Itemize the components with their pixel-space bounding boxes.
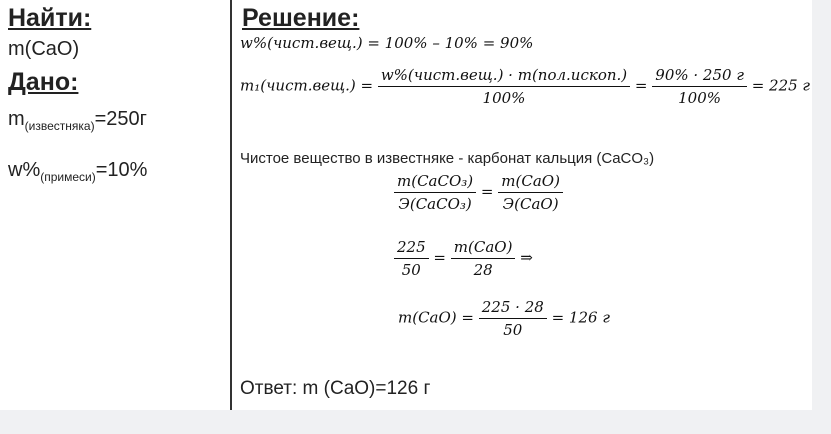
eq3-lhs: m(CaO) = xyxy=(398,308,474,327)
eq1-equals: = xyxy=(480,182,494,201)
given-mass xyxy=(8,106,228,139)
eq2-a-numerator: 225 xyxy=(394,238,429,259)
equation-3 xyxy=(398,298,610,339)
equation-1 xyxy=(394,172,563,213)
eq3-numerator: 225 · 28 xyxy=(479,298,547,319)
solution-statement: Чистое вещество в известняке - карбонат кальция (CaCO₃) xyxy=(240,150,655,167)
eq3-fraction xyxy=(479,298,547,339)
given-impurity xyxy=(8,157,228,190)
eq3-denominator: 50 xyxy=(503,321,523,339)
line2-fraction-1 xyxy=(378,66,630,107)
line2-fraction-2-numerator: 90% · 250 г xyxy=(652,66,747,87)
answer-line: Ответ: m (CaO)=126 г xyxy=(240,378,431,399)
given-heading: Дано: xyxy=(8,68,79,96)
eq1-a-numerator: m(CaCO₃) xyxy=(394,172,476,193)
find-value: m(CaO) xyxy=(8,38,80,60)
eq2-b-denominator: 28 xyxy=(473,261,493,279)
line2-result: = 225 г xyxy=(751,76,811,95)
equation-2 xyxy=(394,238,533,279)
eq2-fraction-a xyxy=(394,238,429,279)
line2-fraction-2-denominator: 100% xyxy=(678,89,722,107)
given-mass-subscript: (известняка) xyxy=(24,119,95,133)
solution-heading: Решение: xyxy=(242,4,360,32)
eq2-equals: = xyxy=(433,248,446,267)
given-mass-symbol: m xyxy=(8,108,25,130)
given-mass-value: =250г xyxy=(94,108,147,130)
eq2-fraction-b xyxy=(451,238,516,279)
eq1-fraction-a xyxy=(394,172,476,213)
implies-arrow-icon: ⇒ xyxy=(520,248,533,267)
eq1-fraction-b xyxy=(498,172,563,213)
eq2-b-numerator: m(CaO) xyxy=(451,238,516,259)
line2-fraction-1-denominator: 100% xyxy=(482,89,526,107)
solution-line-1: w%(чист.вещ.) = 100% – 10% = 90% xyxy=(240,34,534,52)
line2-fraction-1-numerator: w%(чист.вещ.) · m(пол.ископ.) xyxy=(378,66,630,87)
line2-equals: = xyxy=(634,76,648,95)
column-divider xyxy=(230,0,232,410)
eq3-result: = 126 г xyxy=(551,308,610,327)
solution-line-2 xyxy=(240,66,810,107)
eq1-b-numerator: m(CaO) xyxy=(498,172,563,193)
given-impurity-value: =10% xyxy=(95,159,148,181)
line2-lhs: m₁(чист.вещ.) = xyxy=(240,76,374,95)
find-heading: Найти: xyxy=(8,4,92,32)
given-column xyxy=(8,4,228,190)
eq1-a-denominator: Э(CaCO₃) xyxy=(398,195,472,213)
given-impurity-subscript: (примеси) xyxy=(40,170,96,184)
line2-fraction-2 xyxy=(652,66,747,107)
given-impurity-symbol: w% xyxy=(8,159,41,181)
eq2-a-denominator: 50 xyxy=(401,261,421,279)
eq1-b-denominator: Э(CaO) xyxy=(502,195,559,213)
